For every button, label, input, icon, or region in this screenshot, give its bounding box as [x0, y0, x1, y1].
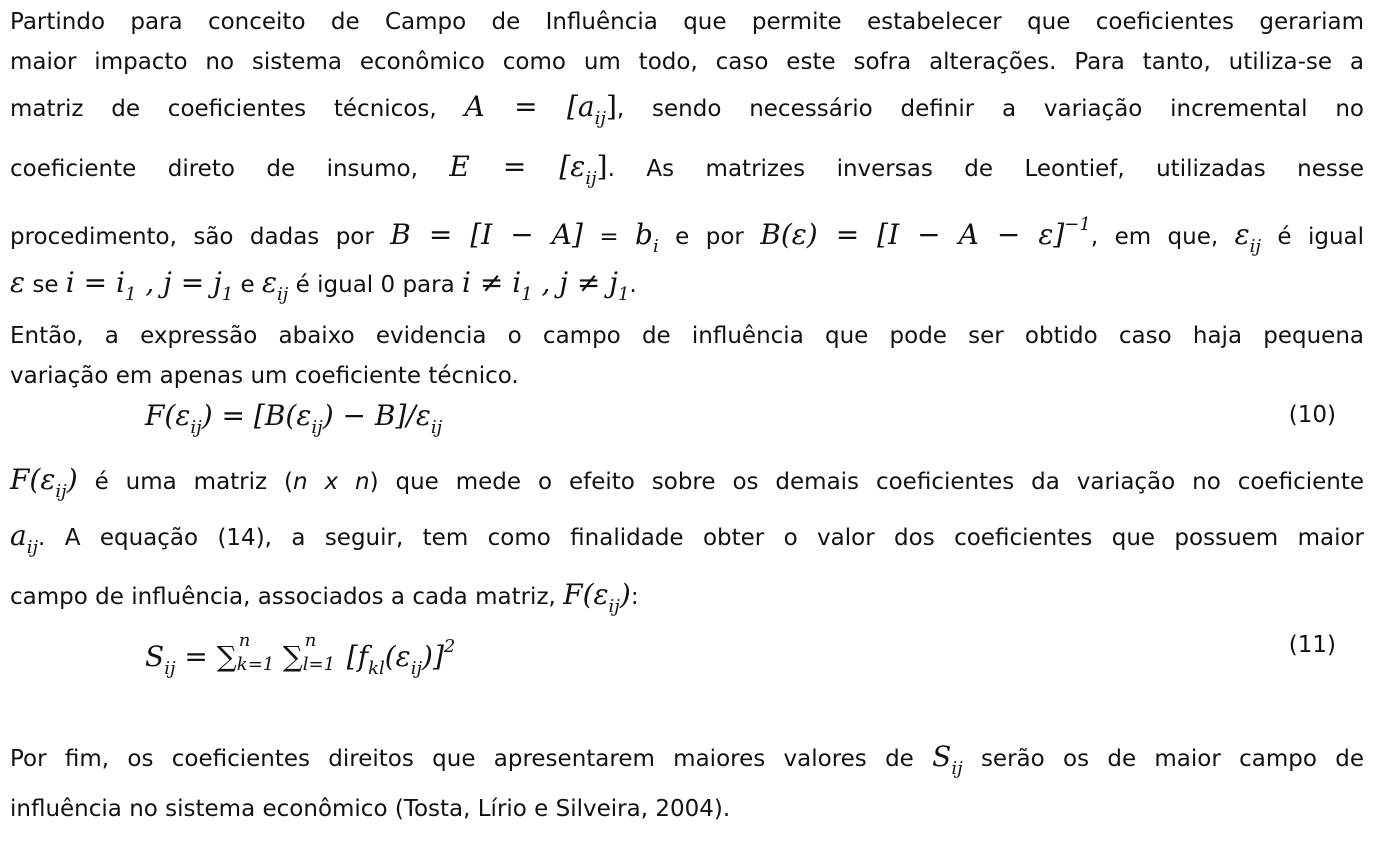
leontief-b-definition: $B = [I - A] = b_i$: [390, 218, 659, 257]
paragraph1-line6: ε se $i = i_1$ , $j = j_1$ e $\varepsilon_{ij}$ é igual 0 para $i \ne i_1$ , $j \ne j_1$.: [10, 266, 637, 305]
matrix-a-definition: $A = [a_{ij}]$: [464, 90, 617, 129]
paragraph3-line1: $F(\varepsilon_{ij})$ é uma matriz (n x n) que mede o efeito sobre os demais coeficientes da variação no coeficiente: [10, 463, 1364, 502]
paragraph2-line2: variação em apenas um coeficiente técnico.: [10, 363, 519, 389]
paragraph1-line5: procedimento, são dadas por $B = [I - A] = b_i$ e por $B(\varepsilon) = [I - A - \varepsilon]^{-1}$, em que, $\varepsilon_{ij}$ é igual: [10, 214, 1365, 257]
equation-11: Sij = ∑ n k=1 ∑ n l=1 [fkl(εij)]2: [145, 630, 456, 679]
paragraph1-line1: Partindo para conceito de Campo de Influência que permite estabelecer que coeficientes gerariam: [10, 9, 1364, 35]
paragraph2-line1: Então, a expressão abaixo evidencia o campo de influência que pode ser obtido caso haja pequena: [10, 323, 1364, 349]
equation-11-number: (11): [1288, 632, 1336, 658]
paragraph1-line3: matriz de coeficientes técnicos, $A = [a_{ij}]$, sendo necessário definir a variação incremental no: [10, 90, 1364, 129]
paragraph4-line2: influência no sistema econômico (Tosta, Lírio e Silveira, 2004).: [10, 796, 731, 822]
paragraph4-line1: Por fim, os coeficientes direitos que apresentarem maiores valores de $S_{ij}$ serão os de maior campo de: [10, 740, 1364, 779]
matrix-e-definition: $E = [\varepsilon_{ij}]$: [449, 150, 608, 189]
equation-10-number: (10): [1288, 402, 1336, 428]
paragraph1-line4: coeficiente direto de insumo, $E = [\varepsilon_{ij}]$. As matrizes inversas de Leontief, utilizadas nesse: [10, 150, 1365, 189]
matrix-f-epsilon: $F(\varepsilon_{ij})$: [10, 463, 78, 502]
paragraph1-line2: maior impacto no sistema econômico como um todo, caso este sofra alterações. Para tanto, utiliza-se a: [10, 49, 1364, 75]
equation-10: $F(\varepsilon_{ij}) = [B(\varepsilon_{ij}) - B]/\varepsilon_{ij}$: [145, 399, 443, 438]
leontief-b-epsilon-definition: $B(\varepsilon) = [I - A - \varepsilon]^{-1}$: [760, 214, 1091, 251]
paragraph3-line2: $a_{ij}$. A equação (14), a seguir, tem como finalidade obter o valor dos coeficientes que possuem maior: [10, 519, 1364, 558]
paragraph3-line3: campo de influência, associados a cada matriz, $F(\varepsilon_{ij})$:: [10, 578, 639, 617]
